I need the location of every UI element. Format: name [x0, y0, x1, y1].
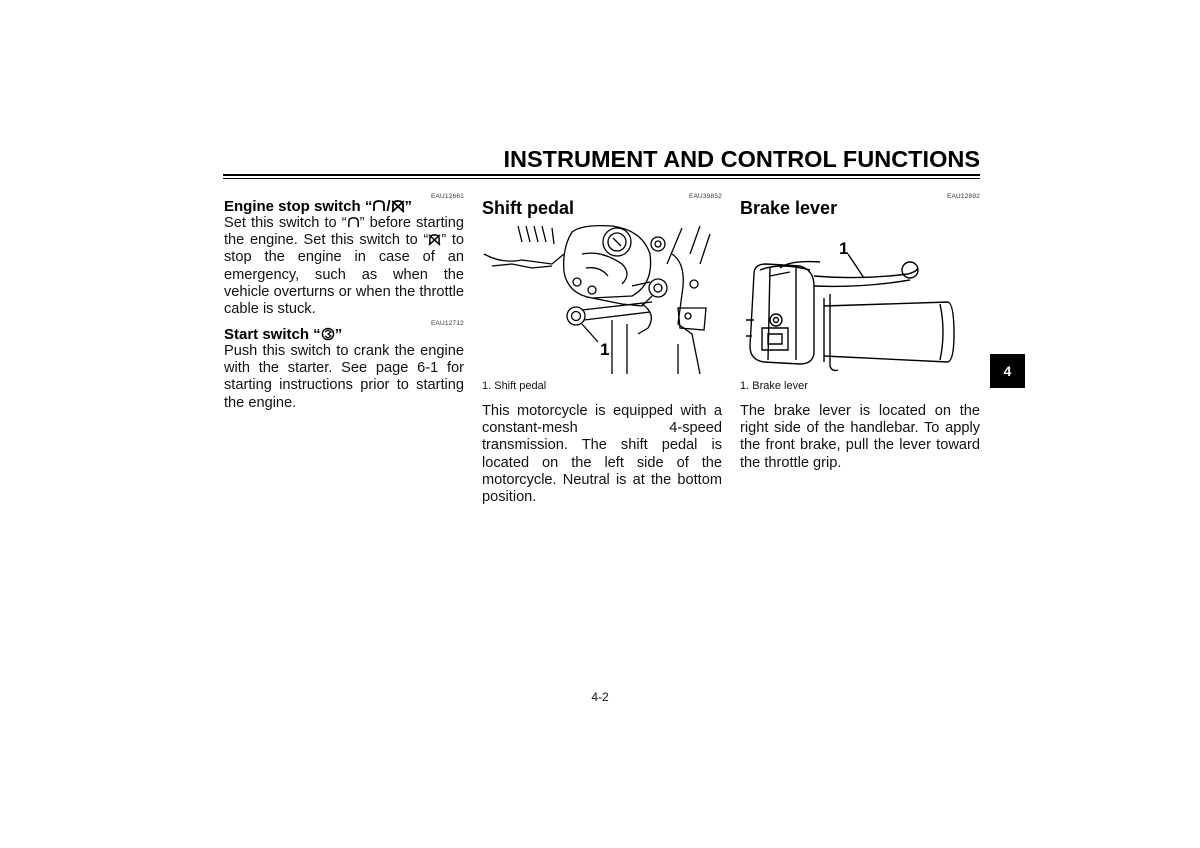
shift-pedal-body: This motorcycle is equipped with a constant-mesh 4-speed transmission. The shift pedal is located on the left side of the motorcycle. Neutral is at the bottom position. [482, 403, 722, 506]
brake-lever-illustration [740, 224, 980, 379]
page-title: INSTRUMENT AND CONTROL FUNCTIONS [503, 146, 980, 172]
shift-pedal-title: Shift pedal [482, 198, 575, 218]
shift-pedal-illustration [482, 224, 722, 379]
reference-code: EAU12712 [430, 320, 464, 327]
chapter-tab: 4 [990, 354, 1025, 388]
reference-code: EAU12661 [430, 193, 464, 200]
engine-run-icon [347, 216, 360, 229]
shift-pedal-callout: 1 [600, 340, 610, 359]
start-switch-title-suffix: ” [334, 326, 343, 343]
engine-stop-title-sep: / [386, 198, 391, 215]
page-number: 4-2 [591, 690, 609, 704]
engine-stop-title [224, 198, 412, 215]
engine-stop-body [224, 215, 464, 318]
starter-icon [321, 327, 335, 341]
reference-code: EAU12892 [946, 193, 980, 200]
engine-stop-body-part2: ” before starting the engine. Set this switch to “ [224, 215, 464, 249]
header-rule-thin [223, 178, 980, 179]
engine-stop-title-suffix: ” [404, 198, 413, 215]
engine-stop-icon [428, 233, 441, 246]
start-switch-body: Push this switch to crank the engine with the starter. See page 6-1 for starting instructions prior to starting the engine. [224, 343, 464, 411]
engine-stop-icon [391, 199, 405, 213]
brake-lever-title: Brake lever [740, 198, 838, 218]
brake-lever-callout: 1 [839, 239, 849, 258]
start-switch-title [224, 326, 342, 343]
header-rule [223, 174, 980, 176]
engine-run-icon [372, 199, 386, 213]
engine-stop-title-prefix: Engine stop switch “ [224, 198, 373, 215]
brake-lever-body: The brake lever is located on the right side of the handlebar. To apply the front brake, pull the lever toward the throttle grip. [740, 403, 980, 471]
reference-code: EAU39852 [688, 193, 722, 200]
shift-pedal-caption: 1. Shift pedal [482, 380, 547, 392]
engine-stop-body-part1: Set this switch to “ [224, 215, 347, 231]
brake-lever-caption: 1. Brake lever [740, 380, 808, 392]
start-switch-title-prefix: Start switch “ [224, 326, 321, 343]
engine-stop-body-part3: ” to stop the engine in case of an emergency, such as when the vehicle overturns or when the throttle cable is stuck. [224, 232, 465, 318]
